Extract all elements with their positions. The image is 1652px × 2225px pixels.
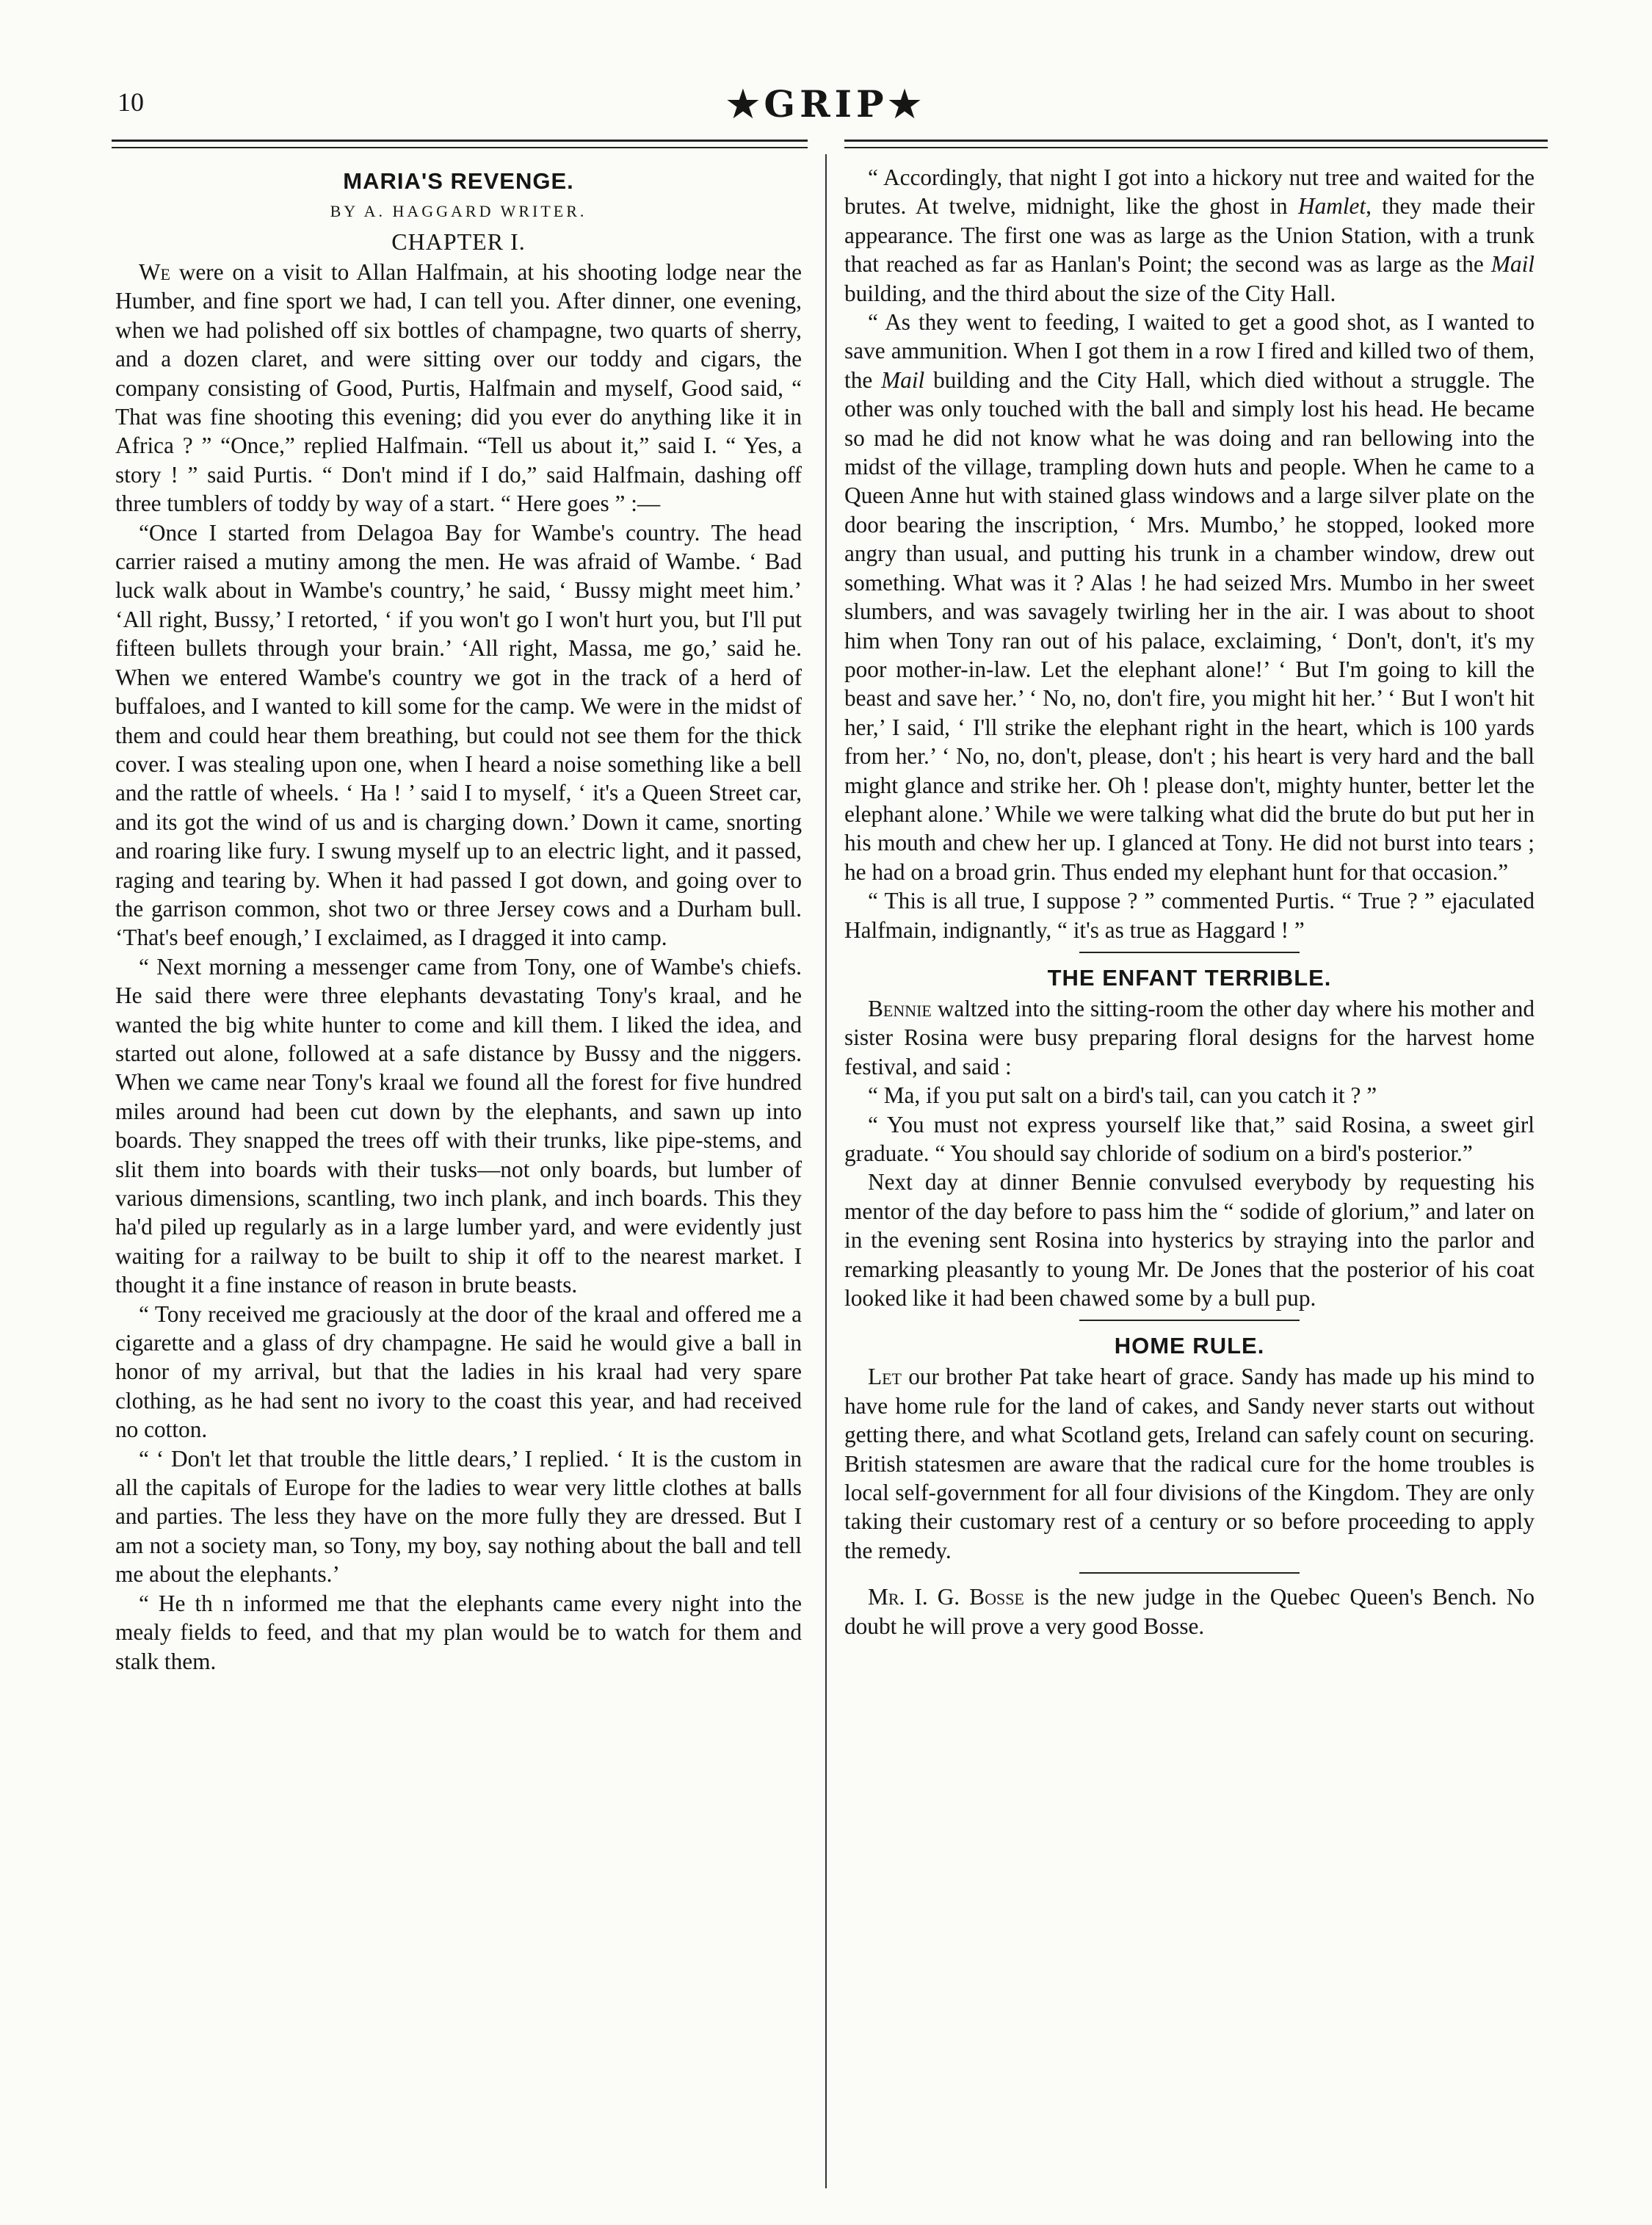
right-column	[844, 163, 1535, 1640]
page-number: 10	[117, 87, 144, 117]
paragraph-text: our brother Pat take heart of grace. Sandy has made up his mind to have home rule for the land of cakes, and Sandy never starts out without getting there, and what Scotland gets, Ireland can safely count on securing. British statesmen are aware that the radical cure for the home troubles is local self-government for all four divisions of the Kingdom. They are only taking their customary rest of a century or so before proceeding to apply the remedy.	[844, 1364, 1535, 1563]
paragraph-text: “ Accordingly, that night I got into a hickory nut tree and waited for the brutes. At twelve, midnight, like the ghost in	[844, 164, 1535, 220]
paragraph: “ Next morning a messenger came from Tony, one of Wambe's chiefs. He said there were three elephants devastating Tony's kraal, and he wanted the big white hunter to come and kill them. I liked the idea, and started out alone, followed at a safe distance by Bussy and the niggers. When we came near Tony's kraal we found all the forest for five hundred miles around had been cut down by the elephants, and sawn up into boards. They snapped the trees off with their trunks, like pipe-stems, and slit them into boards with their tusks—not only boards, but lumber of various dimensions, scantling, two inch plank, and inch boards. This they ha'd piled up regularly as in a large lumber yard, and were evidently just waiting for a railway to be built to ship it off to the nearest market. I thought it a fine instance of reason in brute beasts.	[115, 953, 802, 1298]
article-title: HOME RULE.	[1114, 1333, 1265, 1359]
header-rule-right	[844, 140, 1548, 148]
paragraph	[844, 163, 1535, 308]
paragraph: “ He th n informed me that the elephants came every night into the mealy fields to feed, and that my plan would be to watch for them and stalk them.	[115, 1590, 802, 1674]
paragraph	[844, 308, 1535, 886]
lead-word: Bennie	[868, 995, 932, 1021]
paragraph-text: , they made their appearance. The first one was as large as the Union Station, with a trunk that reached as far as Hanlan's Point; the second was as large as the	[844, 193, 1535, 278]
paragraph-text: were on a visit to Allan Halfmain, at his shooting lodge near the Humber, and fine sport we had, I can tell you. After dinner, one evening, when we had polished off six bottles of champagne, two quarts of sherry, and a dozen claret, and were sitting over our toddy and cigars, the company consisting of Good, Purtis, Halfmain and myself, Good said, “ That was fine shooting this evening; did you ever do anything like it in Africa ? ” “Once,” replied Halfmain. “Tell us about it,” said I. “ Yes, a story ! ” said Purtis. “ Don't mind if I do,” said Halfmain, dashing off three tumblers of toddy by way of a start. “ Here goes ” :—	[115, 259, 802, 517]
section-separator	[1079, 952, 1300, 953]
paragraph: Next day at dinner Bennie convulsed everybody by requesting his mentor of the day before to pass him the “ sodide of glorium,” and later on in the evening sent Rosina into hysterics by straying into the parlor and remarking pleasantly to young Mr. De Jones that the posterior of his coat looked like it had been chawed some by a bull pup.	[844, 1169, 1535, 1312]
lead-word: Let	[868, 1364, 902, 1390]
paragraph-text: building and the City Hall, which died without a struggle. The other was only touched with the ball and simply lost his head. He became so mad he did not know what he was doing and ran bellowing into the midst of the village, trampling down huts and people. When he came to a Queen Anne hut with stained glass windows and a large silver plate on the door bearing the inscription, ‘ Mrs. Mumbo,’ he stopped, looked more angry than usual, and putting his trunk in a chamber window, drew out something. What was it ? Alas ! he had seized Mrs. Mumbo in her sweet slumbers, and was savagely twirling her in the air. I was about to shoot him when Tony ran out of his palace, exclaiming, ‘ Don't, don't, it's my poor mother-in-law. Let the elephant alone!’ ‘ But I'm going to kill the beast and save her.’ ‘ No, no, don't fire, you might hit her.’ ‘ But I won't hit her,’ I said, ‘ I'll strike the elephant right in the heart, which is 100 yards from her.’ ‘ No, no, don't, please, don't ; his heart is very hard and the ball might glance and strike her. Oh ! please don't, mighty hunter, better let the elephant alone.’ While we were talking what did the brute do but put her in his mouth and chew her up. I glanced at Tony. He did not burst into tears ; he had on a broad grin. Thus ended my elephant hunt for that occasion.”	[844, 366, 1535, 885]
paragraph: “ Tony received me graciously at the door of the kraal and offered me a cigarette and a glass of dry champagne. He said he would give a ball in honor of my arrival, but that the ladies in his kraal had very spare clothing, as he had sent no ivory to the coast this year, and had received no cotton.	[115, 1300, 802, 1443]
paragraph-text: building, and the third about the size of the City Hall.	[844, 280, 1336, 306]
section-separator	[1079, 1572, 1300, 1574]
article-byline: BY A. HAGGARD WRITER.	[330, 202, 587, 220]
paragraph	[844, 994, 1535, 1081]
paragraph-text: “ As they went to feeding, I waited to get a good shot, as I wanted to save ammunition. When I got them in a row I fired and killed two of them, the	[844, 309, 1535, 393]
emphasis: Hamlet	[1298, 193, 1366, 220]
chapter-heading: CHAPTER I.	[391, 228, 526, 255]
paragraph: “ ‘ Don't let that trouble the little dears,’ I replied. ‘ It is the custom in all the capitals of Europe for the ladies to wear very little clothes at balls and parties. The less they have on the more fully they are dressed. But I am not a society man, so Tony, my boy, say nothing about the ball and tell me about the elephants.’	[115, 1445, 802, 1588]
paragraph	[844, 1582, 1535, 1640]
lead-word: Mr. I. G. Bosse	[868, 1584, 1024, 1610]
paragraph-text: waltzed into the sitting-room the other day where his mother and sister Rosina were busy preparing floral designs for the harvest home festival, and said :	[844, 995, 1535, 1079]
lead-word: We	[139, 259, 170, 285]
header-rule-left	[112, 140, 808, 148]
paragraph	[844, 1362, 1535, 1565]
emphasis: Mail	[1490, 251, 1535, 278]
paragraph-text: is the new judge in the Quebec Queen's Bench. No doubt he will prove a very good Bosse.	[844, 1584, 1535, 1639]
column-divider	[825, 154, 827, 2188]
paragraph: “ This is all true, I suppose ? ” commented Purtis. “ True ? ” ejaculated Halfmain, indignantly, “ it's as true as Haggard ! ”	[844, 888, 1535, 943]
paragraph: “Once I started from Delagoa Bay for Wambe's country. The head carrier raised a mutiny among the men. He was afraid of Wambe. ‘ Bad luck walk about in Wambe's country,’ he said, ‘ Bussy might meet him.’ ‘All right, Bussy,’ I retorted, ‘ if you won't go I won't hurt you, but I'll put fifteen bullets through your brain.’ ‘All right, Massa, me go,’ said he. When we entered Wambe's country we got in the track of a herd of buffaloes, and I wanted to kill some for the camp. We were in the midst of them and could hear them breathing, but could not see them for the thick cover. I was stealing upon one, when I heard a noise something like a bell and the rattle of wheels. ‘ Ha ! ’ said I to myself, ‘ it's a Queen Street car, and its got the wind of us and is charging down.’ Down it came, snorting and roaring like fury. I swung myself up to an electric light, and it passed, raging and tearing by. When it had passed I got down, and going over to the garrison common, shot two or three Jersey cows and a Durham bull. ‘That's beef enough,’ I exclaimed, as I dragged it into camp.	[115, 519, 802, 951]
masthead-title: ★GRIP★	[726, 82, 926, 126]
section-separator	[1079, 1320, 1300, 1321]
left-column	[115, 165, 802, 1676]
emphasis: Mail	[881, 366, 925, 393]
article-title: THE ENFANT TERRIBLE.	[1047, 964, 1332, 991]
paragraph: “ Ma, if you put salt on a bird's tail, can you catch it ? ”	[868, 1082, 1377, 1109]
paragraph	[115, 258, 802, 518]
paragraph: “ You must not express yourself like that,” said Rosina, a sweet girl graduate. “ You should say chloride of sodium on a bird's posterior.”	[844, 1111, 1535, 1166]
article-title: MARIA'S REVENGE.	[343, 168, 574, 194]
